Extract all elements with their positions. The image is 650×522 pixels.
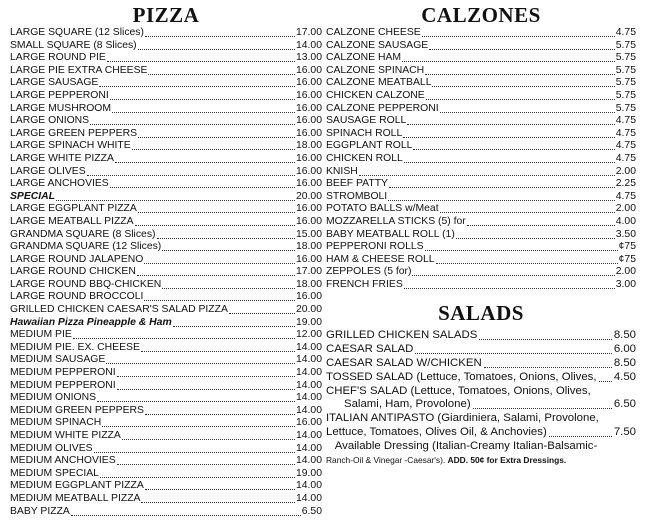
menu-item: [10, 178, 322, 191]
salads-list: [326, 329, 636, 465]
leader-dots: [389, 178, 615, 188]
leader-dots: [388, 191, 615, 201]
item-name: EGGPLANT ROLL: [326, 140, 413, 152]
leader-dots: [436, 254, 618, 264]
item-price: 14.00: [295, 442, 322, 454]
menu-item: [10, 443, 322, 456]
leader-dots: [122, 430, 295, 440]
menu-item: [326, 279, 636, 292]
item-name: LARGE ANCHOVIES: [10, 178, 109, 190]
item-price: 14.00: [295, 404, 322, 416]
item-price: 4.75: [615, 152, 636, 164]
menu-item: [326, 166, 636, 179]
extra-dressing-note: ADD. 50¢ for Extra Dressings.: [447, 454, 567, 465]
leader-dots: [110, 90, 295, 100]
leader-dots: [138, 40, 295, 50]
item-name: TOSSED SALAD (Lettuce, Tomatoes, Onions, Olives,: [326, 370, 597, 383]
calzones-title: CALZONES: [421, 3, 541, 27]
item-name: MEDIUM SAUSAGE: [10, 354, 106, 366]
item-price: 13.00: [295, 52, 322, 64]
item-price: 5.75: [615, 102, 636, 114]
item-name: MEDIUM ANCHOVIES: [10, 455, 116, 467]
item-name: BABY MEATBALL ROLL (1): [326, 228, 455, 240]
item-price: 16.00: [295, 77, 322, 89]
menu-item: [10, 77, 322, 90]
item-price: 16.00: [295, 417, 322, 429]
menu-item: [326, 52, 636, 65]
menu-item: [10, 493, 322, 506]
leader-dots: [117, 367, 295, 377]
menu-item: [326, 40, 636, 53]
item-price: 7.50: [613, 426, 636, 439]
item-name: MEDIUM PIE: [10, 329, 72, 341]
menu-item: [10, 40, 322, 53]
item-name: SAUSAGE ROLL: [326, 115, 407, 127]
menu-item: [10, 506, 322, 519]
item-name: STROMBOLI: [326, 190, 388, 202]
leader-dots: [106, 354, 295, 364]
leader-dots: [107, 52, 295, 62]
item-price: 5.75: [615, 77, 636, 89]
item-price: 8.50: [613, 329, 636, 342]
item-price: 14.00: [295, 492, 322, 504]
menu-item: [10, 342, 322, 355]
item-name: CAESAR SALAD W/CHICKEN: [326, 357, 482, 370]
menu-item: [10, 128, 322, 141]
item-price: 15.00: [295, 228, 322, 240]
leader-dots: [144, 254, 295, 264]
item-price: 18.00: [295, 241, 322, 253]
leader-dots: [484, 357, 612, 368]
item-name: LARGE OLIVES: [10, 165, 86, 177]
menu-item: [326, 203, 636, 216]
item-price: 17.00: [295, 27, 322, 38]
item-name: CALZONE CHEESE: [326, 27, 421, 38]
item-name: LARGE PEPPERONI: [10, 89, 109, 101]
menu-item: [326, 216, 636, 229]
dressing-options: Ranch-Oil & Vinegar -Caesar's).: [326, 454, 446, 465]
leader-dots: [157, 229, 295, 239]
item-price: 16.00: [295, 203, 322, 215]
menu-item: [10, 405, 322, 418]
item-price: 18.00: [295, 278, 322, 290]
leader-dots: [148, 65, 295, 75]
item-price: 17.00: [295, 266, 322, 278]
leader-dots: [117, 455, 295, 465]
item-price: 14.00: [295, 392, 322, 404]
leader-dots: [141, 342, 295, 352]
item-name: MEDIUM GREEN PEPPERS: [10, 404, 144, 416]
menu-item: [10, 65, 322, 78]
item-price: 8.50: [613, 357, 636, 370]
item-name: LARGE MEATBALL PIZZA: [10, 215, 134, 227]
leader-dots: [138, 203, 295, 213]
item-name: MEDIUM MEATBALL PIZZA: [10, 492, 141, 504]
leader-dots: [440, 203, 615, 213]
item-name: GRILLED CHICKEN CAESAR'S SALAD PIZZA: [10, 304, 228, 316]
leader-dots: [403, 128, 615, 138]
item-name: SPECIAL: [10, 190, 56, 202]
menu-item: [10, 480, 322, 493]
leader-dots: [56, 191, 295, 201]
menu-item: [326, 140, 636, 153]
item-price: 19.00: [295, 467, 322, 479]
leader-dots: [110, 178, 295, 188]
leader-dots: [145, 27, 295, 37]
item-name: CHICKEN ROLL: [326, 152, 403, 164]
menu-item: [10, 380, 322, 393]
menu-item: [326, 128, 636, 141]
leader-dots: [90, 115, 295, 125]
item-price: 16.00: [295, 64, 322, 76]
item-name: MEDIUM OLIVES: [10, 442, 93, 454]
item-name: Lettuce, Tomatoes, Olives Oil, & Anchovies): [326, 426, 547, 439]
menu-item: [326, 65, 636, 78]
item-price: 14.00: [295, 455, 322, 467]
item-price: 14.00: [295, 480, 322, 492]
item-price: 6.50: [613, 398, 636, 411]
item-name: LARGE ROUND BBQ-CHICKEN: [10, 278, 162, 290]
item-price: 4.75: [615, 140, 636, 152]
menu-item: [10, 216, 322, 229]
menu-item: [10, 417, 322, 430]
leader-dots: [138, 128, 295, 138]
leader-dots: [135, 216, 295, 226]
leader-dots: [412, 266, 614, 276]
menu-item: [10, 229, 322, 242]
item-name: LARGE MUSHROOM: [10, 102, 112, 114]
item-name: MEDIUM ONIONS: [10, 392, 97, 404]
item-price: 6.50: [301, 505, 322, 517]
menu-item: [326, 241, 636, 254]
item-name: LARGE SQUARE (12 Slices): [10, 27, 144, 38]
item-price: 16.00: [295, 165, 322, 177]
leader-dots: [413, 140, 614, 150]
item-name: CALZONE HAM: [326, 52, 402, 64]
item-name: CAESAR SALAD: [326, 343, 414, 356]
leader-dots: [145, 405, 295, 415]
item-price: 2.00: [615, 203, 636, 215]
menu-item: [10, 153, 322, 166]
leader-dots: [422, 27, 615, 37]
item-name: LARGE SPINACH WHITE: [10, 140, 131, 152]
item-name: MEDIUM SPECIAL: [10, 467, 99, 479]
item-name: LARGE EGGPLANT PIZZA: [10, 203, 137, 215]
item-name: MEDIUM PIE. EX. CHEESE: [10, 341, 140, 353]
leader-dots: [100, 468, 295, 478]
leader-dots: [73, 329, 295, 339]
dressing-line2: [326, 454, 636, 466]
menu-item: [326, 27, 636, 40]
item-name: SPINACH ROLL: [326, 127, 403, 139]
item-name: CHICKEN CALZONE: [326, 89, 425, 101]
menu-item: [326, 329, 636, 343]
item-name: LARGE SAUSAGE: [10, 77, 99, 89]
menu-item: [326, 90, 636, 103]
pizza-title: PIZZA: [132, 3, 200, 27]
menu-item: [10, 52, 322, 65]
leader-dots: [162, 241, 295, 251]
menu-item: [10, 430, 322, 443]
antipasto-line1: ITALIAN ANTIPASTO (Giardiniera, Salami, Provolone,: [326, 412, 599, 425]
leader-dots: [429, 40, 615, 50]
leader-dots: [97, 392, 295, 402]
pizza-column: [10, 0, 322, 518]
menu-item: [326, 77, 636, 90]
item-name: CALZONE MEATBALL: [326, 77, 432, 89]
item-price: 16.00: [295, 127, 322, 139]
item-price: 4.75: [615, 115, 636, 127]
item-name: POTATO BALLS w/Meat: [326, 203, 439, 215]
item-name: GRILLED CHICKEN SALADS: [326, 329, 478, 342]
item-price: 2.25: [615, 178, 636, 190]
leader-dots: [132, 140, 295, 150]
item-name: MEDIUM EGGPLANT PIZZA: [10, 480, 144, 492]
item-price: 4.00: [615, 215, 636, 227]
item-price: 16.00: [295, 152, 322, 164]
leader-dots: [145, 480, 295, 490]
item-price: 4.75: [615, 190, 636, 202]
menu-item: [10, 455, 322, 468]
leader-dots: [359, 166, 615, 176]
item-name: ZEPPOLES (5 for): [326, 266, 412, 278]
item-price: 18.00: [295, 140, 322, 152]
leader-dots: [404, 279, 615, 289]
item-price: 12.00: [295, 329, 322, 341]
item-name: LARGE ROUND BROCCOLI: [10, 291, 144, 303]
menu-item: [326, 103, 636, 116]
item-name: CALZONE SAUSAGE: [326, 39, 429, 51]
menu-item: [10, 140, 322, 153]
item-price: 16.00: [295, 89, 322, 101]
item-name: CALZONE SPINACH: [326, 64, 425, 76]
leader-dots: [144, 291, 295, 301]
item-name: MEDIUM SPINACH: [10, 417, 102, 429]
leader-dots: [479, 329, 612, 340]
item-price: 14.00: [295, 430, 322, 441]
menu-item: [10, 203, 322, 216]
menu-item: [10, 291, 322, 304]
item-price: 16.00: [295, 102, 322, 114]
item-name: LARGE GREEN PEPPERS: [10, 127, 138, 139]
item-price: 14.00: [295, 354, 322, 366]
leader-dots: [467, 216, 615, 226]
salads-title: SALADS: [438, 301, 524, 326]
menu-item: [326, 191, 636, 204]
menu-item: [326, 426, 636, 440]
menu-item: [10, 304, 322, 317]
leader-dots: [549, 426, 612, 437]
item-name: LARGE WHITE PIZZA: [10, 152, 114, 164]
item-price: 16.00: [295, 178, 322, 190]
item-price: 4.50: [613, 370, 636, 383]
item-name: LARGE PIE EXTRA CHEESE: [10, 64, 148, 76]
item-name: HAM & CHEESE ROLL: [326, 253, 435, 265]
item-price: 3.00: [615, 278, 636, 290]
leader-dots: [425, 241, 618, 251]
item-name: CALZONE PEPPERONI: [326, 102, 439, 114]
menu-item: [326, 343, 636, 357]
item-price: 19.00: [295, 316, 322, 328]
item-name: BEEF PATTY: [326, 178, 388, 190]
item-name: SMALL SQUARE (8 Slices): [10, 39, 137, 51]
menu-item: [10, 115, 322, 128]
menu-item: [326, 178, 636, 191]
leader-dots: [94, 443, 295, 453]
item-price: 4.75: [615, 127, 636, 139]
leader-dots: [426, 90, 615, 100]
menu-item: [10, 468, 322, 481]
leader-dots: [141, 493, 295, 503]
item-price: 5.75: [615, 39, 636, 51]
item-price: 16.00: [295, 115, 322, 127]
item-name: Salami, Ham, Provolone): [344, 398, 471, 411]
item-name: LARGE ROUND JALAPENO: [10, 253, 144, 265]
leader-dots: [102, 417, 295, 427]
menu-item: [326, 153, 636, 166]
leader-dots: [229, 304, 295, 314]
item-price: 14.00: [295, 341, 322, 353]
leader-dots: [599, 371, 612, 382]
item-price: 5.75: [615, 89, 636, 101]
calzones-list: [326, 27, 636, 291]
menu-item: [10, 254, 322, 267]
item-price: 16.00: [295, 253, 322, 265]
item-price: 4.75: [615, 27, 636, 38]
item-price: 14.00: [295, 39, 322, 51]
item-price: 5.75: [615, 52, 636, 64]
leader-dots: [415, 343, 611, 354]
leader-dots: [87, 166, 295, 176]
item-name: MEDIUM PEPPERONI: [10, 379, 116, 391]
menu-item: [326, 254, 636, 267]
menu-item: [10, 103, 322, 116]
item-name: BABY PIZZA: [10, 505, 70, 517]
menu-item: [326, 371, 636, 385]
leader-dots: [162, 279, 295, 289]
leader-dots: [407, 115, 614, 125]
item-name: KNISH: [326, 165, 358, 177]
item-price: 14.00: [295, 367, 322, 379]
item-name: LARGE ROUND CHICKEN: [10, 266, 136, 278]
menu-item: [10, 27, 322, 40]
item-price: 20.00: [295, 304, 322, 316]
item-price: 5.75: [615, 64, 636, 76]
item-name: GRANDMA SQUARE (8 Slices): [10, 228, 156, 240]
menu-item: [10, 367, 322, 380]
item-price: 16.00: [295, 215, 322, 227]
leader-dots: [432, 77, 614, 87]
leader-dots: [402, 52, 615, 62]
menu-item: [10, 90, 322, 103]
item-price: 20.00: [295, 190, 322, 202]
leader-dots: [117, 380, 295, 390]
menu-item: [326, 398, 636, 412]
menu-item: [10, 392, 322, 405]
item-name: GRANDMA SQUARE (12 Slices): [10, 241, 162, 253]
menu-item: [10, 241, 322, 254]
menu-item: [10, 317, 322, 330]
leader-dots: [112, 103, 295, 113]
dressing-line1: Available Dressing (Italian-Creamy Italian-Balsamic-: [334, 439, 598, 452]
item-price: 6.00: [613, 343, 636, 356]
leader-dots: [99, 77, 295, 87]
item-name: FRENCH FRIES: [326, 278, 403, 290]
item-price: 2.00: [615, 165, 636, 177]
leader-dots: [440, 103, 615, 113]
leader-dots: [173, 317, 295, 327]
menu-item: [10, 279, 322, 292]
item-price: ¢75: [618, 253, 636, 265]
menu-item: [10, 354, 322, 367]
item-name: MEDIUM PEPPERONI: [10, 367, 116, 379]
menu-item: [10, 329, 322, 342]
leader-dots: [115, 153, 295, 163]
leader-dots: [137, 266, 295, 276]
menu-item: [326, 357, 636, 371]
leader-dots: [456, 229, 615, 239]
menu-item: [326, 229, 636, 242]
chefs-salad-line1: CHEF'S SALAD (Lettuce, Tomatoes, Onions, Olives,: [326, 384, 591, 397]
leader-dots: [404, 153, 615, 163]
item-price: ¢75: [618, 241, 636, 253]
item-name: LARGE ONIONS: [10, 115, 90, 127]
item-price: 14.00: [295, 379, 322, 391]
item-name: MEDIUM WHITE PIZZA: [10, 430, 121, 441]
item-price: 2.00: [615, 266, 636, 278]
item-name: PEPPERONI ROLLS: [326, 241, 424, 253]
leader-dots: [473, 398, 612, 409]
item-price: 3.50: [615, 228, 636, 240]
menu-item: [326, 266, 636, 279]
item-name: MOZZARELLA STICKS (5) for: [326, 215, 466, 227]
menu-item: [10, 266, 322, 279]
item-name: Hawaiian Pizza Pineapple & Ham: [10, 316, 172, 328]
menu-item: [10, 166, 322, 179]
leader-dots: [71, 506, 301, 516]
calzones-salads-column: [326, 0, 636, 466]
menu-item: [10, 191, 322, 204]
pizza-list: [10, 27, 322, 518]
item-price: 16.00: [295, 291, 322, 303]
item-name: LARGE ROUND PIE: [10, 52, 106, 64]
leader-dots: [425, 65, 615, 75]
menu-item: [326, 115, 636, 128]
